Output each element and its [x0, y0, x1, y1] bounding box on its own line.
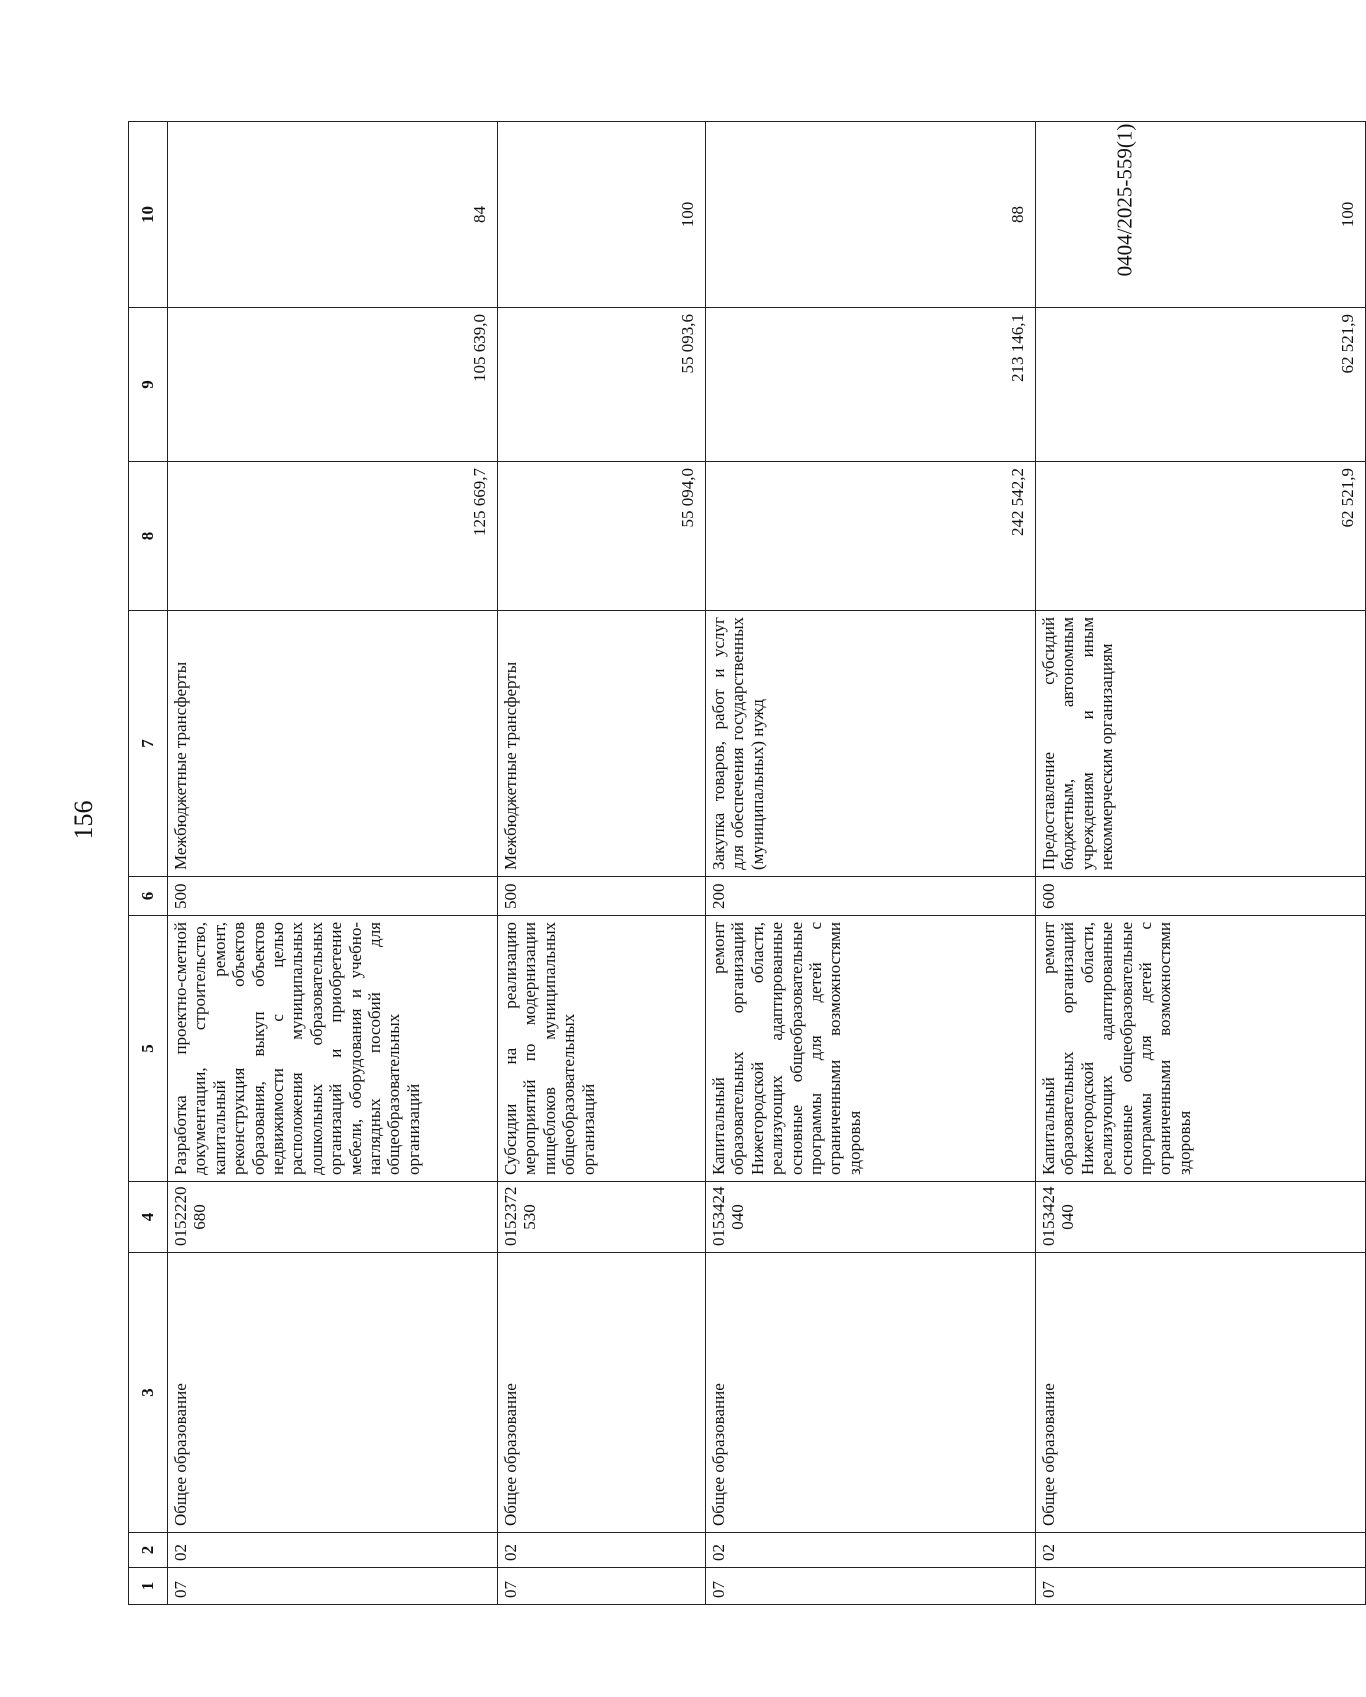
table-row [706, 122, 1036, 1605]
planned-amount: 62 521,9 [1036, 462, 1366, 611]
expense-type-name: Межбюджетные трансферты [498, 611, 706, 877]
expense-type-code: 500 [498, 877, 706, 916]
section-code: 07 [706, 1568, 1036, 1605]
actual-amount: 62 521,9 [1036, 308, 1366, 462]
execution-percent: 100 [1036, 122, 1366, 308]
header-col-5: 5 [129, 916, 168, 1182]
subsection-code: 02 [498, 1533, 706, 1568]
header-col-3: 3 [129, 1253, 168, 1533]
header-col-10: 10 [129, 122, 168, 308]
budget-table [128, 121, 1366, 1605]
target-article: 0152220 680 [168, 1182, 498, 1253]
article-name: Субсидии на реализацию мероприятий по модернизации пищеблоков муниципальных общеобразовательных организаций [498, 916, 706, 1182]
planned-amount: 125 669,7 [168, 462, 498, 611]
execution-percent: 84 [168, 122, 498, 308]
table-row [168, 122, 498, 1605]
subsection-code: 02 [1036, 1533, 1366, 1568]
target-article: 0152372 530 [498, 1182, 706, 1253]
actual-amount: 213 146,1 [706, 308, 1036, 462]
expense-type-name: Межбюджетные трансферты [168, 611, 498, 877]
article-name: Капитальный ремонт образовательных организаций Нижегородской области, реализующих адаптированные основные общеобразовательные программы для детей с ограниченными возможностями здоровья [1036, 916, 1366, 1182]
actual-amount: 105 639,0 [168, 308, 498, 462]
document-code: 0404/2025-559(1) [1112, 123, 1137, 277]
section-code: 07 [498, 1568, 706, 1605]
section-name: Общее образование [168, 1253, 498, 1533]
header-row [129, 122, 168, 1605]
target-article: 0153424 040 [706, 1182, 1036, 1253]
expense-type-name: Предоставление субсидий бюджетным, автономным учреждениям и иным некоммерческим организациям [1036, 611, 1366, 877]
execution-percent: 100 [498, 122, 706, 308]
table-row [1036, 122, 1366, 1605]
planned-amount: 242 542,2 [706, 462, 1036, 611]
header-col-9: 9 [129, 308, 168, 462]
expense-type-code: 600 [1036, 877, 1366, 916]
expense-type-name: Закупка товаров, работ и услуг для обеспечения государственных (муниципальных) нужд [706, 611, 1036, 877]
header-col-4: 4 [129, 1182, 168, 1253]
execution-percent: 88 [706, 122, 1036, 308]
subsection-code: 02 [706, 1533, 1036, 1568]
table-row [498, 122, 706, 1605]
expense-type-code: 500 [168, 877, 498, 916]
header-col-8: 8 [129, 462, 168, 611]
article-name: Капитальный ремонт образовательных организаций Нижегородской области, реализующих адаптированные основные общеобразовательные программы для детей с ограниченными возможностями здоровья [706, 916, 1036, 1182]
section-name: Общее образование [498, 1253, 706, 1533]
section-name: Общее образование [706, 1253, 1036, 1533]
section-name: Общее образование [1036, 1253, 1366, 1533]
actual-amount: 55 093,6 [498, 308, 706, 462]
section-code: 07 [168, 1568, 498, 1605]
subsection-code: 02 [168, 1533, 498, 1568]
header-col-1: 1 [129, 1568, 168, 1605]
section-code: 07 [1036, 1568, 1366, 1605]
header-col-6: 6 [129, 877, 168, 916]
header-col-7: 7 [129, 611, 168, 877]
article-name: Разработка проектно-сметной документации, строительство, капитальный ремонт, реконструкция объектов образования, выкуп объектов недвижимости с целью расположения муниципальных дошкольных образовательных организаций и приобретение мебели, оборудования и учебно-наглядных пособий для общеобразовательных организаций [168, 916, 498, 1182]
target-article: 0153424 040 [1036, 1182, 1366, 1253]
expense-type-code: 200 [706, 877, 1036, 916]
header-col-2: 2 [129, 1533, 168, 1568]
page-number: 156 [69, 800, 98, 840]
planned-amount: 55 094,0 [498, 462, 706, 611]
